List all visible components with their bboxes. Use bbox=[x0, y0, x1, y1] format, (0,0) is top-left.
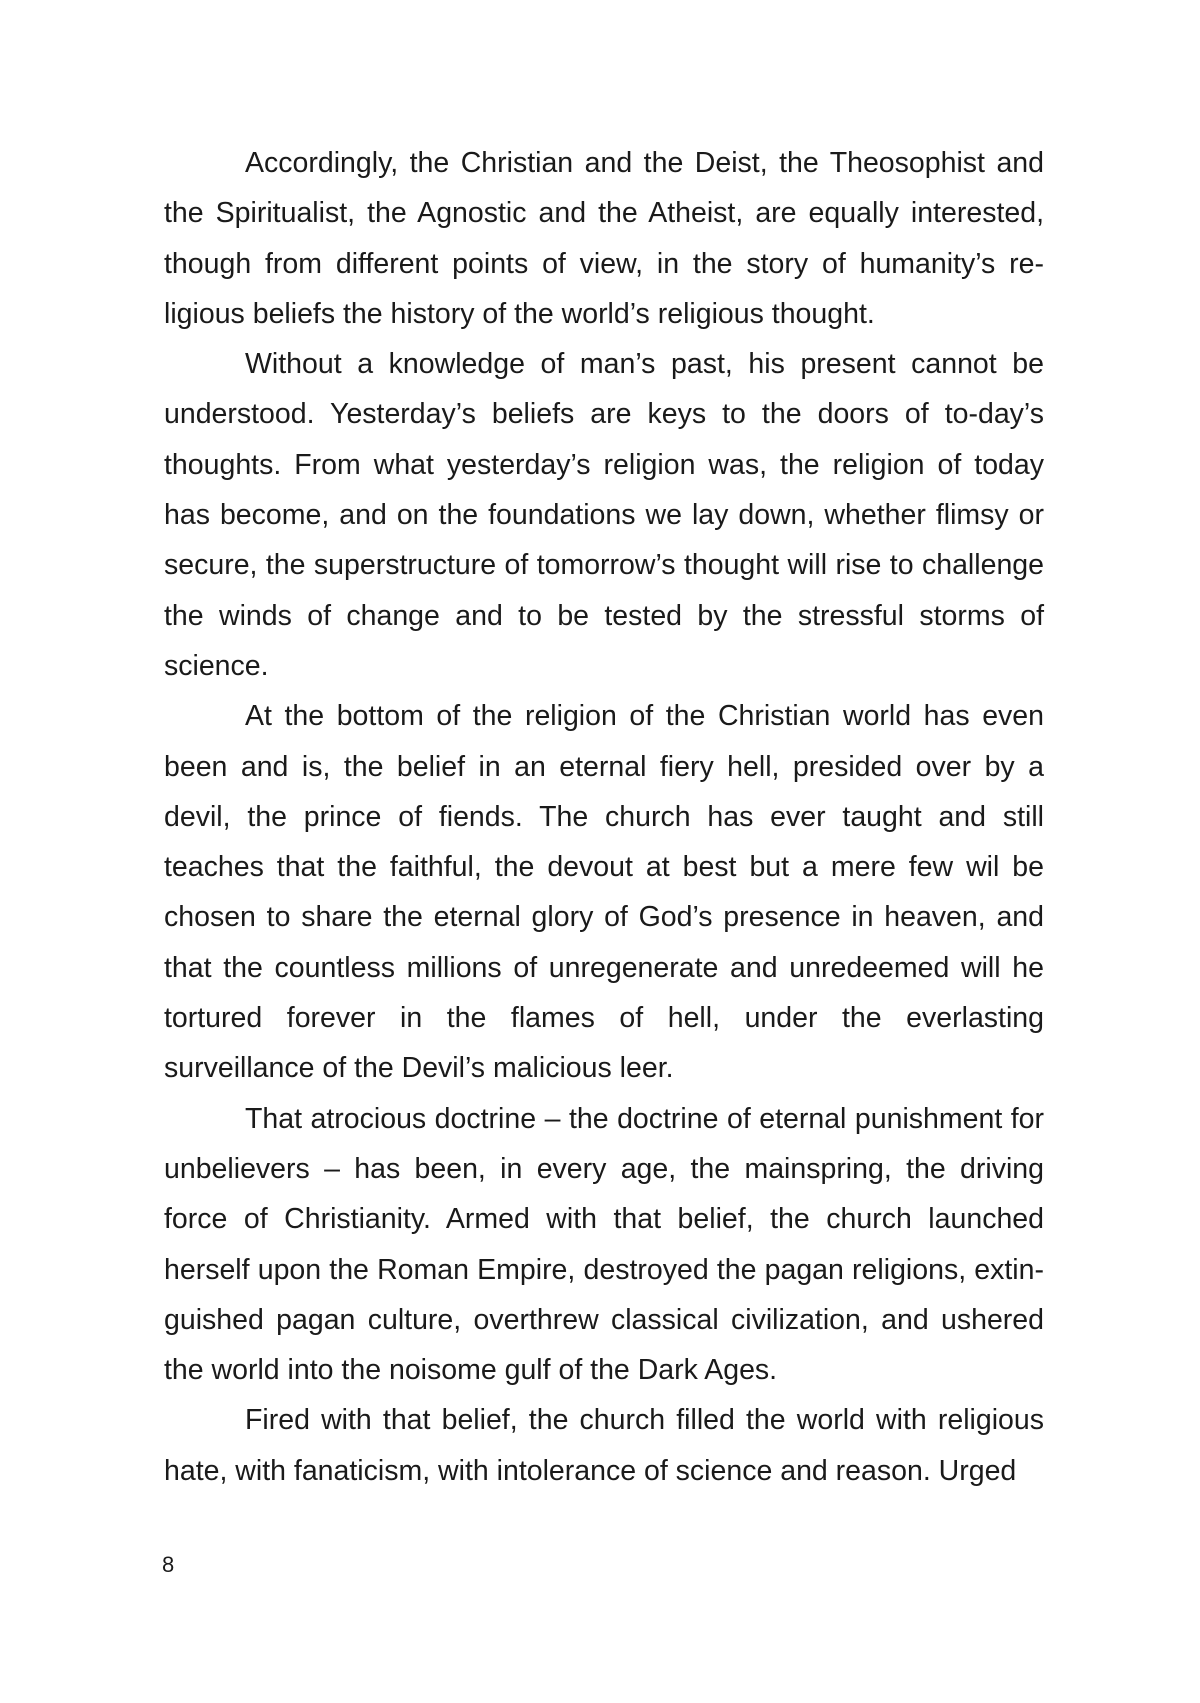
body-text bbox=[164, 138, 1044, 1496]
paragraph-3: At the bottom of the religion of the Christian world has even been and is, the belief in an eternal fiery hell, presided over by a devil, the prince of fiends. The church has ever taught and still teaches that the faithful, the devout at best but a mere few wil be chosen to share the eternal glory of God’s presence in heaven, and that the countless millions of unregenerate and unredeemed will he tortured forever in the flames of hell, under the everlasting surveillance of the Devil’s malicious leer. bbox=[164, 700, 1044, 1085]
paragraph-4: That atrocious doctrine – the doctrine of eternal punishment for unbelievers – has been, in every age, the mainspring, the driving force of Christianity. Armed with that belief, the church launched herself upon the Roman Empire, destroyed the pagan religions, extinguished pagan culture, overthrew classical civilization, and ushered the world into the noisome gulf of the Dark Ages. bbox=[164, 1102, 1044, 1387]
paragraph-2: Without a knowledge of man’s past, his present cannot be understood. Yesterday’s beliefs are keys to the doors of to-day’s thoughts. From what yesterday’s religion was, the religion of today has become, and on the foundations we lay down, whether flimsy or secure, the superstructure of tomorrow’s thought will rise to challenge the winds of change and to be tested by the stressful storms of science. bbox=[164, 348, 1044, 682]
paragraph-1: Accordingly, the Christian and the Deist, the Theosophist and the Spiritualist, the Agnostic and the Atheist, are equally interested, though from different points of view, in the story of humanity’s religious beliefs the history of the world’s religious thought. bbox=[164, 147, 1044, 330]
paragraph-5: Fired with that belief, the church filled the world with religious hate, with fanaticism, with intolerance of science and reason. Urged bbox=[164, 1404, 1044, 1487]
page-number: 8 bbox=[162, 1552, 175, 1577]
